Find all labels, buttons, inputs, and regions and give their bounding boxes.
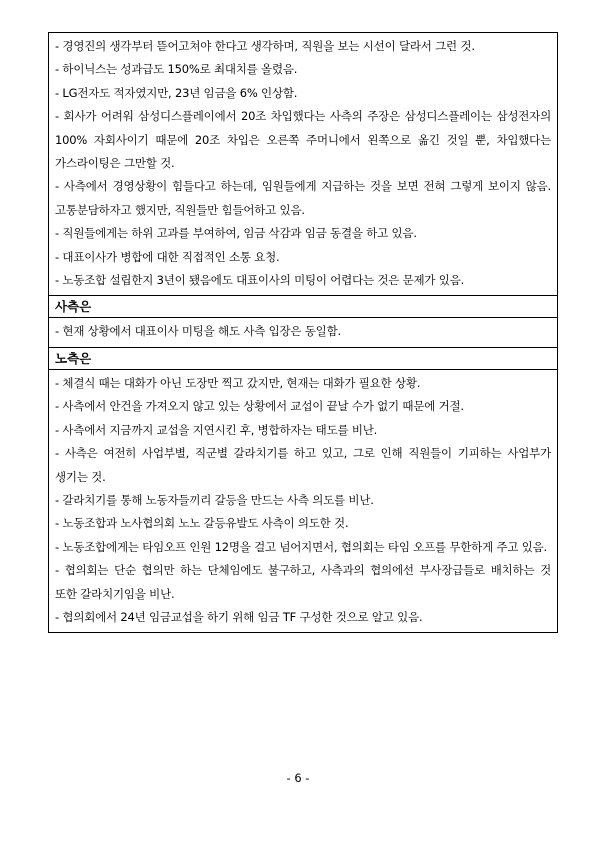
- bullet-item: - 노동조합과 노사협의회 노노 갈등유발도 사측이 의도한 것.: [55, 516, 349, 531]
- bullet-item: - 회사가 어려워 삼성디스플레이에서 20조 차입했다는 사측의 주장은 삼성디스플레이는 삼성전자의 100% 자회사이기 때문에 20조 차입은 오른쪽 주머니에서 왼쪽으로 옮긴 것일 뿐, 차입했다는 가스라이팅은 그만할 것.: [55, 109, 551, 171]
- bullet-item: - 사측에서 경영상황이 힘들다고 하는데, 임원들에게 지급하는 것을 보면 전혀 그렇게 보이지 않음. 고통분담하자고 했지만, 직원들만 힘들어하고 있음.: [55, 179, 551, 217]
- bullet-item: - LG전자도 적자였지만, 23년 임금을 6% 인상함.: [55, 85, 298, 100]
- union-section-heading: 노측은: [49, 347, 558, 369]
- union-heading-row: [49, 347, 558, 369]
- bullet-item: - 대표이사가 병합에 대한 직접적인 소통 요청.: [55, 249, 280, 264]
- bullet-item: - 갈라치기를 통해 노동자들끼리 갈등을 만드는 사측 의도를 비난.: [55, 492, 374, 507]
- bullet-item: - 경영진의 생각부터 뜯어고쳐야 한다고 생각하며, 직원을 보는 시선이 달라서 그런 것.: [55, 39, 475, 53]
- bullet-item: - 협의회는 단순 협의만 하는 단체임에도 불구하고, 사측과의 협의에선 부사장급들로 배치하는 것 또한 갈라치기임을 비난.: [55, 563, 551, 601]
- company-heading-row: [49, 296, 558, 318]
- main-block-row: [49, 33, 558, 296]
- main-block-cell: [49, 33, 558, 296]
- bullet-item: - 현재 상황에서 대표이사 미팅을 해도 사측 입장은 동일함.: [55, 324, 341, 339]
- company-section-heading: 사측은: [49, 296, 558, 318]
- bullet-item: - 노동조합에게는 타임오프 인원 12명을 걸고 넘어지면서, 협의회는 타임 오프를 무한하게 주고 있음.: [55, 539, 548, 554]
- union-block-cell: [49, 369, 558, 632]
- bullet-item: - 사측에서 안건을 가져오지 않고 있는 상황에서 교섭이 끝날 수가 없기 때문에 거절.: [55, 399, 464, 414]
- bullet-item: - 사측에서 지금까지 교섭을 지연시킨 후, 병합하자는 태도를 비난.: [55, 422, 378, 437]
- company-block-cell: [49, 318, 558, 347]
- bullet-item: - 직원들에게는 하위 고과를 부여하여, 임금 삭감과 임금 동결을 하고 있음.: [55, 226, 417, 241]
- bullet-item: - 노동조합 설립한지 3년이 됐음에도 대표이사의 미팅이 어렵다는 것은 문제가 있음.: [55, 273, 465, 288]
- minutes-table: [48, 32, 558, 633]
- bullet-item: - 사측은 여전히 사업부별, 직군별 갈라치기를 하고 있고, 그로 인해 직원들이 기피하는 사업부가 생기는 것.: [55, 446, 551, 484]
- page-number: - 6 -: [286, 771, 310, 785]
- union-block-row: [49, 369, 558, 632]
- bullet-item: - 협의회에서 24년 임금교섭을 하기 위해 임금 TF 구성한 것으로 알고 있음.: [55, 609, 423, 624]
- bullet-item: - 체결식 때는 대화가 아닌 도장만 찍고 갔지만, 현재는 대화가 필요한 상황.: [55, 375, 421, 390]
- company-block-row: [49, 318, 558, 347]
- bullet-item: - 하이닉스는 성과급도 150%로 최대치를 올렸음.: [55, 62, 298, 77]
